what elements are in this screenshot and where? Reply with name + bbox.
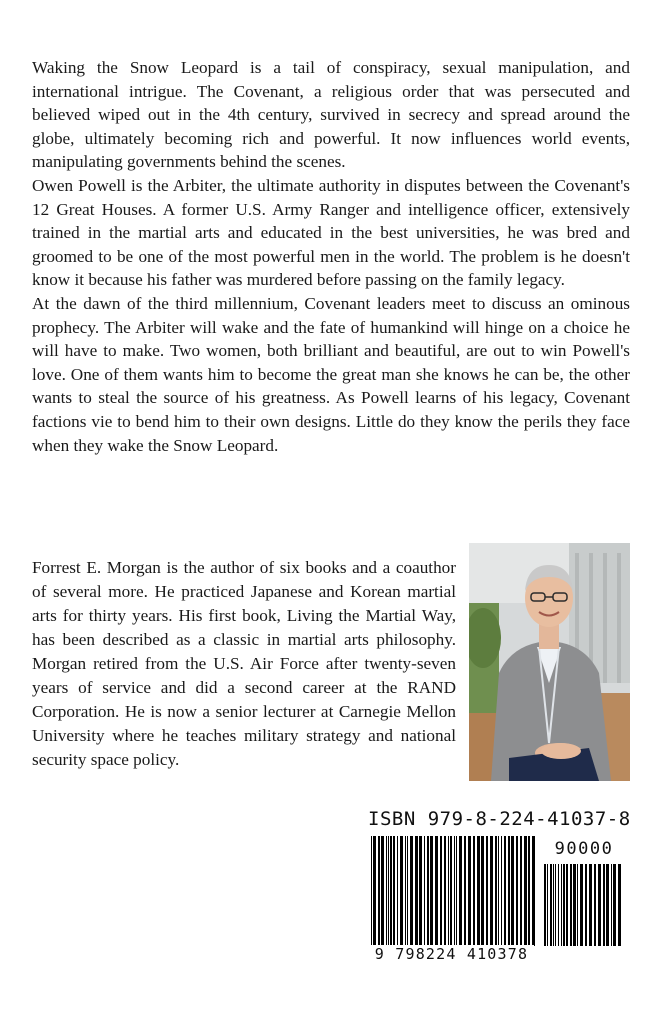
barcode-bar	[594, 864, 596, 946]
isbn-barcode	[365, 832, 630, 992]
synopsis-paragraph-2: Owen Powell is the Arbiter, the ultimate authority in disputes between the Covenant's 12 Great Houses. A former U.S. Army Ranger and intelligence officer, extensively trained in the martial arts and educated in the best universities, he was bred and groomed to be one of the most powerful men in the world. The problem is he doesn't know it because his father was murdered before passing on the family legacy.	[32, 175, 630, 290]
barcode-bar	[498, 836, 499, 946]
author-bio: Forrest E. Morgan is the author of six books and a coauthor of several more. He practiced Japanese and Korean martial arts for thirty years. His first book, Living the Martial Way, has been described as a classic in martial arts philosophy. Morgan retired from the U.S. Air Force after twenty-seven years of service and did a second career at the RAND Corporation. He is now a senior lecturer at Carnegie Mellon University where he teaches military strategy and national security space policy.	[32, 558, 456, 769]
barcode-bar	[524, 836, 527, 946]
barcode-bar	[573, 864, 576, 946]
barcode-bar	[511, 836, 514, 946]
barcode-bar	[532, 836, 535, 946]
barcode-bar	[419, 836, 422, 946]
barcode-bar	[448, 836, 449, 946]
barcode-bar	[450, 836, 452, 946]
barcode-bar	[570, 864, 572, 946]
barcode-bar	[566, 864, 568, 946]
barcode-bar	[440, 836, 442, 946]
barcode-bar	[520, 836, 522, 946]
barcode-bar	[495, 836, 497, 946]
barcode-bar	[580, 864, 583, 946]
barcode-bar	[598, 864, 601, 946]
barcode-bar	[378, 836, 380, 946]
barcode-bar	[405, 836, 406, 946]
barcode-bar	[550, 864, 552, 946]
barcode-bar	[381, 836, 384, 946]
barcode-bar	[371, 836, 372, 956]
barcode-bar	[611, 864, 612, 946]
barcode-bar	[547, 864, 548, 946]
barcode-bar	[397, 836, 398, 946]
barcode-bar	[454, 836, 455, 946]
barcode-bar	[464, 836, 466, 946]
author-photo	[469, 543, 630, 781]
barcode-bar	[589, 864, 592, 946]
barcode-bar	[393, 836, 395, 946]
barcode-bar	[486, 836, 488, 956]
barcode-bar	[618, 864, 621, 946]
barcode-bar	[468, 836, 471, 946]
back-cover-synopsis	[32, 56, 630, 457]
barcode-bar	[585, 864, 587, 946]
barcode-bar	[435, 836, 438, 946]
barcode-bar	[430, 836, 433, 946]
isbn-label: ISBN 979-8-224-41037-8	[368, 808, 631, 830]
barcode-bar	[386, 836, 387, 946]
barcode-bar	[427, 836, 429, 946]
barcode-bar	[473, 836, 475, 946]
barcode-bar	[508, 836, 510, 946]
price-addon-digits: 90000	[554, 839, 614, 859]
barcode-bar	[558, 864, 559, 946]
synopsis-paragraph-3: At the dawn of the third millennium, Covenant leaders meet to discuss an ominous prophecy. The Arbiter will wake and the fate of humankind will hinge on a choice he will have to make. Two women, both brilliant and beautiful, are out to win Powell's love. One of them wants him to become the great man she knows he can be, the other wants to steal the source of his greatness. As Powell learns of his legacy, Covenant factions vie to bend him to their own designs. Little do they know the perils they face when they wake the Snow Leopard.	[32, 293, 630, 455]
barcode-bar	[603, 864, 605, 946]
barcode-digits: 9 798224 410378	[369, 945, 534, 963]
barcode-bar	[561, 864, 562, 946]
barcode-bar	[400, 836, 403, 946]
barcode-bar	[553, 864, 554, 946]
synopsis-paragraph-1: Waking the Snow Leopard is a tail of conspiracy, sexual manipulation, and international intrigue. The Covenant, a religious order that was persecuted and believed wiped out in the 4th century, survived in secrecy and spread around the globe, ultimately becoming rich and powerful. It now influences world events, manipulating governments behind the scenes.	[32, 58, 630, 172]
barcode-bar	[388, 836, 389, 946]
barcode-bar	[528, 836, 530, 946]
barcode-bar	[459, 836, 462, 946]
barcode-bar	[456, 836, 457, 946]
barcode-bar	[415, 836, 418, 946]
price-addon-bars	[543, 864, 623, 956]
barcode-bar	[407, 836, 408, 946]
barcode-bar	[577, 864, 578, 946]
barcode-bar	[613, 864, 616, 946]
barcode-bar	[544, 864, 546, 946]
barcode-bar	[504, 836, 506, 946]
barcode-bar	[481, 836, 484, 956]
barcode-bar	[516, 836, 518, 946]
barcode-bar	[373, 836, 376, 956]
barcode-bar	[563, 864, 565, 946]
barcode-bar	[444, 836, 446, 946]
ean13-barcode-bars	[370, 836, 536, 956]
barcode-bar	[410, 836, 413, 946]
barcode-bar	[424, 836, 425, 946]
barcode-bar	[501, 836, 502, 946]
barcode-bar	[606, 864, 609, 946]
barcode-bar	[477, 836, 480, 946]
barcode-bar	[390, 836, 392, 946]
barcode-bar	[555, 864, 556, 946]
barcode-bar	[490, 836, 493, 946]
